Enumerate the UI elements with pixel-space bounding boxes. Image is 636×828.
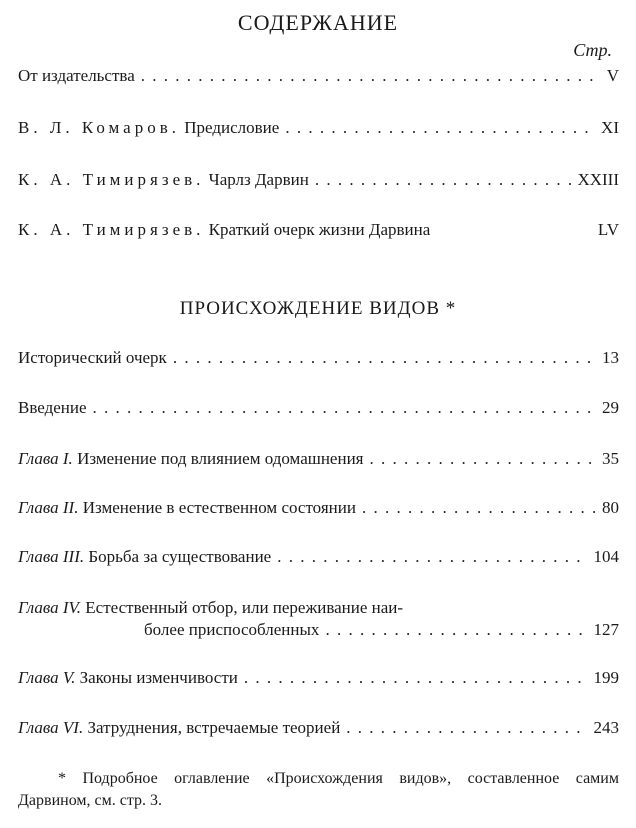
- leader-dots: [285, 118, 595, 138]
- entry-text: Предисловие: [184, 118, 280, 137]
- page-title: СОДЕРЖАНИЕ: [237, 10, 399, 35]
- entry-text: Введение: [18, 398, 87, 417]
- leader-dots: [362, 498, 596, 518]
- entry-page: LV: [597, 220, 619, 239]
- entry-text: Затруднения, встречаемые теорией: [87, 718, 341, 737]
- leader-dots: [315, 170, 572, 190]
- chapter-label: Глава II.: [18, 498, 79, 517]
- entry-page: 80: [602, 498, 619, 517]
- entry-author: К. А. Тимирязев.: [18, 220, 205, 239]
- entry-text: Исторический очерк: [18, 348, 167, 367]
- entry-text-line2: более приспособленных: [144, 620, 320, 639]
- leader-dots: [346, 718, 587, 738]
- toc-entry[interactable]: [18, 668, 619, 688]
- entry-text: Краткий очерк жизни Дарвина: [208, 220, 431, 239]
- entry-page: V: [606, 66, 619, 85]
- toc-entry[interactable]: [18, 170, 619, 190]
- entry-page: 104: [593, 547, 619, 566]
- toc-entry[interactable]: [18, 66, 619, 86]
- toc-entry[interactable]: [18, 449, 619, 469]
- leader-dots: [141, 66, 601, 86]
- entry-text: Законы изменчивости: [79, 668, 238, 687]
- entry-text-line1: Естественный отбор, или переживание наи-: [85, 598, 404, 617]
- entry-text: Борьба за существование: [88, 547, 272, 566]
- leader-dots: [325, 620, 587, 640]
- entry-text: Изменение в естественном состоянии: [82, 498, 356, 517]
- chapter-label: Глава I.: [18, 449, 73, 468]
- toc-entry[interactable]: [18, 598, 619, 640]
- page-column-label: Стр.: [573, 40, 612, 60]
- footnote: * Подробное оглавление «Происхождения видов», составленное самим Дарвином, см. стр. 3.: [18, 770, 619, 809]
- entry-page: 243: [593, 718, 619, 737]
- entry-page: 29: [602, 398, 619, 417]
- chapter-label: Глава IV.: [18, 598, 82, 617]
- entry-page: 127: [593, 620, 619, 639]
- leader-dots: [369, 449, 596, 469]
- chapter-label: Глава V.: [18, 668, 76, 687]
- entry-author: К. А. Тимирязев.: [18, 170, 205, 189]
- entry-author: В. Л. Комаров.: [18, 118, 181, 137]
- entry-page: XXIII: [577, 170, 619, 189]
- entry-text: Чарлз Дарвин: [208, 170, 309, 189]
- toc-entry[interactable]: [18, 547, 619, 567]
- toc-entry[interactable]: [18, 118, 619, 138]
- entry-page: 199: [593, 668, 619, 687]
- entry-text: От издательства: [18, 66, 135, 85]
- entry-page: 13: [602, 348, 619, 367]
- entry-text: Изменение под влиянием одомашнения: [77, 449, 364, 468]
- toc-entry[interactable]: [18, 718, 619, 738]
- toc-entry[interactable]: [18, 498, 619, 518]
- entry-page: XI: [601, 118, 619, 137]
- leader-dots: [244, 668, 588, 688]
- chapter-label: Глава VI.: [18, 718, 84, 737]
- toc-entry[interactable]: [18, 398, 619, 418]
- leader-dots: [173, 348, 596, 368]
- leader-dots: [93, 398, 596, 418]
- chapter-label: Глава III.: [18, 547, 85, 566]
- entry-page: 35: [602, 449, 619, 468]
- toc-entry[interactable]: [18, 220, 619, 240]
- section-title: ПРОИСХОЖДЕНИЕ ВИДОВ *: [179, 298, 457, 319]
- leader-dots: [277, 547, 587, 567]
- toc-entry[interactable]: [18, 348, 619, 368]
